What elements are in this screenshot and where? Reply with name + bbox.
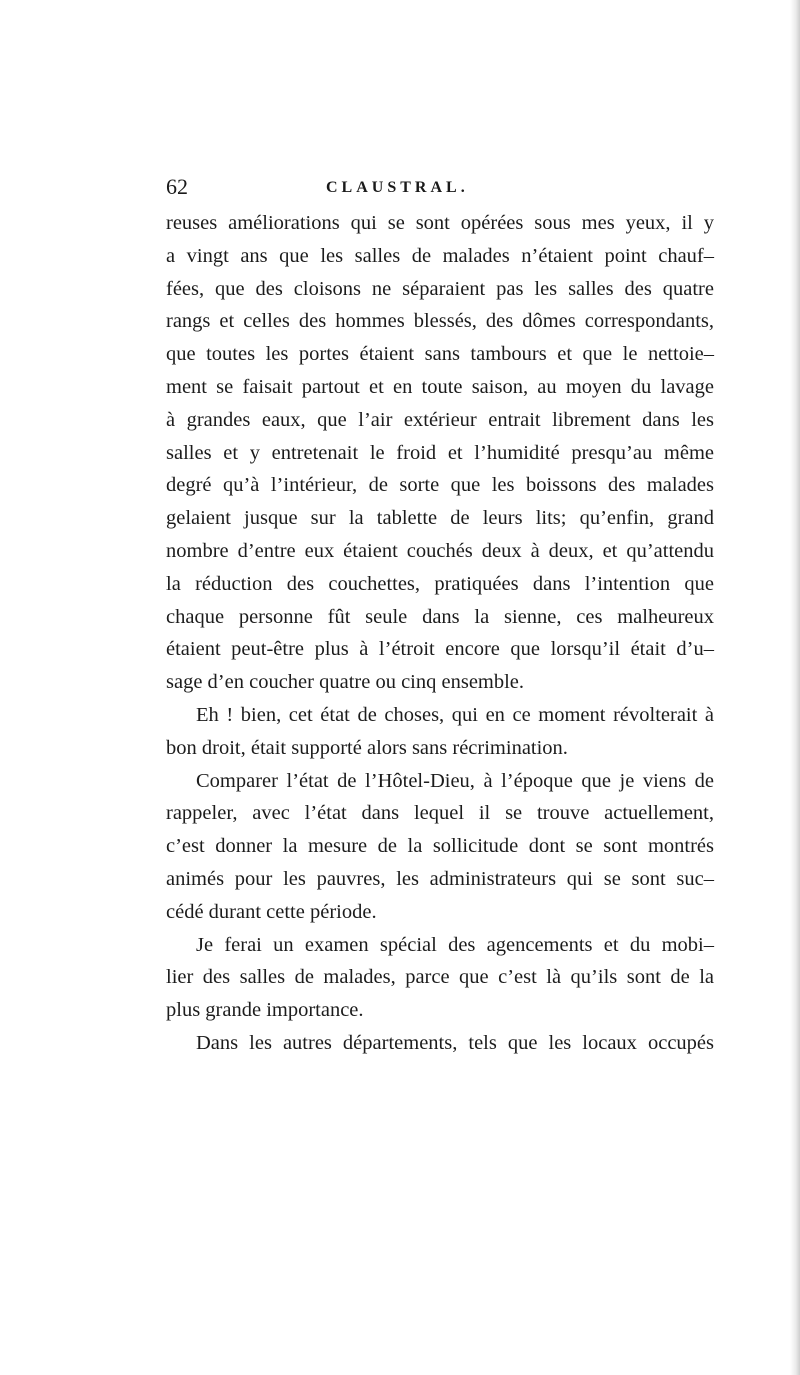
text-line: rappeler, avec l’état dans lequel il se trouve actuellement, — [166, 802, 714, 825]
text-line: salles et y entretenait le froid et l’humidité presqu’au même — [166, 441, 714, 464]
text-line: a vingt ans que les salles de malades n’étaient point chauf– — [166, 244, 714, 267]
text-line: que toutes les portes étaient sans tambours et que le nettoie– — [166, 343, 714, 366]
text-line: c’est donner la mesure de la sollicitude dont se sont montrés — [166, 835, 714, 858]
text-line: plus grande importance. — [166, 999, 364, 1022]
text-line: ment se faisait partout et en toute saison, au moyen du lavage — [166, 375, 714, 398]
text-line: gelaient jusque sur la tablette de leurs lits; qu’enfin, grand — [166, 507, 714, 530]
text-line: Je ferai un examen spécial des agencements et du mobi– — [196, 933, 714, 956]
text-line: sage d’en coucher quatre ou cinq ensemble. — [166, 671, 525, 694]
page-header — [166, 172, 714, 202]
page-edge-shadow — [790, 0, 800, 1375]
text-line: animés pour les pauvres, les administrateurs qui se sont suc– — [166, 867, 714, 890]
text-line: bon droit, était supporté alors sans récrimination. — [166, 736, 568, 759]
body-text — [166, 207, 714, 1060]
text-line: chaque personne fût seule dans la sienne, ces malheureux — [166, 605, 714, 628]
text-line: à grandes eaux, que l’air extérieur entrait librement dans les — [166, 408, 714, 431]
text-line: étaient peut-être plus à l’étroit encore que lorsqu’il était d’u– — [166, 638, 714, 661]
text-line: Comparer l’état de l’Hôtel-Dieu, à l’époque que je viens de — [196, 769, 714, 792]
running-title: CLAUSTRAL. — [326, 179, 469, 196]
page-number: 62 — [166, 174, 188, 199]
text-line: rangs et celles des hommes blessés, des dômes correspondants, — [166, 310, 714, 333]
text-line: lier des salles de malades, parce que c’est là qu’ils sont de la — [166, 966, 714, 989]
text-line: reuses améliorations qui se sont opérées sous mes yeux, il y — [166, 212, 714, 234]
text-line: degré qu’à l’intérieur, de sorte que les boissons des malades — [166, 474, 714, 497]
text-line: la réduction des couchettes, pratiquées dans l’intention que — [166, 572, 714, 595]
text-line: Dans les autres départements, tels que les locaux occupés — [196, 1031, 714, 1054]
text-line: cédé durant cette période. — [166, 900, 377, 923]
text-line: Eh ! bien, cet état de choses, qui en ce moment révolterait à — [196, 703, 714, 726]
text-line: nombre d’entre eux étaient couchés deux à deux, et qu’attendu — [166, 539, 714, 562]
text-line: fées, que des cloisons ne séparaient pas les salles des quatre — [166, 277, 714, 300]
